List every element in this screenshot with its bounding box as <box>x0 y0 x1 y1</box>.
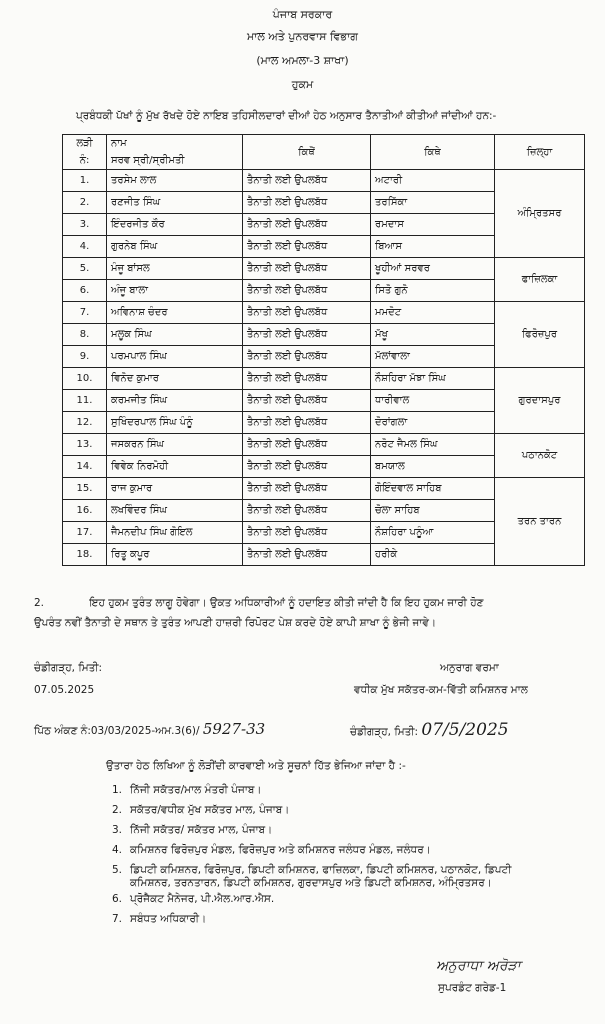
list-item-text-continued: ਕਮਿਸ਼ਨਰ, ਤਰਨਤਾਰਨ, ਡਿਪਟੀ ਕਮਿਸ਼ਨਰ, ਗੁਰਦਾਸਪੁਰ ਅਤੇ ਡਿਪਟੀ ਕਮਿਸ਼ਨਰ, ਅੰਮ੍ਰਿਤਸਰ। <box>130 877 492 889</box>
row-serial: 6. <box>63 280 107 302</box>
signatory-name: ਅਨੁਰਾਗ ਵਰਮਾ <box>440 662 499 674</box>
table-row <box>63 302 585 324</box>
row-district: ਗੁਰਦਾਸਪੁਰ <box>495 368 585 434</box>
row-to: ਹਰੀਕੇ <box>371 544 495 566</box>
row-to: ਧਾਰੀਵਾਲ <box>371 390 495 412</box>
row-from: ਤੈਨਾਤੀ ਲਈ ਉਪਲਬੱਧ <box>243 522 371 544</box>
list-item-text: ਸਬੰਧਤ ਅਧਿਕਾਰੀ। <box>130 913 207 925</box>
endorsement-ref <box>34 720 265 738</box>
row-serial: 10. <box>63 368 107 390</box>
row-to: ਰਮਦਾਸ <box>371 214 495 236</box>
superintendent-signature: ਅਨੁਰਾਧਾ ਅਰੋੜਾ <box>436 958 521 974</box>
row-to: ਖੂਹੀਆਂ ਸਰਵਰ <box>371 258 495 280</box>
row-name: ਗੁਰਨੇਬ ਸਿੰਘ <box>107 236 243 258</box>
list-item <box>112 844 511 857</box>
table-header-row <box>63 135 585 152</box>
row-serial: 2. <box>63 192 107 214</box>
row-serial: 16. <box>63 500 107 522</box>
row-name: ਪਰਮਪਾਲ ਸਿੰਘ <box>107 346 243 368</box>
para2-line2: ਉਪਰੰਤ ਨਵੀਂ ਤੈਨਾਤੀ ਦੇ ਸਥਾਨ ਤੇ ਤੁਰੰਤ ਆਪਣੀ ਹਾਜ਼ਰੀ ਰਿਪੋਰਟ ਪੇਸ਼ ਕਰਦੇ ਹੋਏ ਕਾਪੀ ਸ਼ਾਖਾ ਨੂੰ ਭੇਜੀ ਜਾਵੇ। <box>34 617 437 629</box>
row-serial: 12. <box>63 412 107 434</box>
row-from: ਤੈਨਾਤੀ ਲਈ ਉਪਲਬੱਧ <box>243 302 371 324</box>
row-from: ਤੈਨਾਤੀ ਲਈ ਉਪਲਬੱਧ <box>243 236 371 258</box>
row-serial: 17. <box>63 522 107 544</box>
list-item-number: 5. <box>112 864 123 876</box>
row-to: ਮੱਲਾਂਵਾਲਾ <box>371 346 495 368</box>
table-row <box>63 258 585 280</box>
copy-intro: ਉਤਾਰਾ ਹੇਠ ਲਿਖਿਆ ਨੂੰ ਲੋੜੀਂਦੀ ਕਾਰਵਾਈ ਅਤੇ ਸੂਚਨਾਂ ਹਿੱਤ ਭੇਜਿਆ ਜਾਂਦਾ ਹੈ :- <box>106 760 406 772</box>
row-name: ਸੁਖਿੰਦਰਪਾਲ ਸਿੰਘ ਪੰਨੂੰ <box>107 412 243 434</box>
row-to: ਸਿਤੋ ਗੁਨੋ <box>371 280 495 302</box>
row-serial: 15. <box>63 478 107 500</box>
row-district: ਅੰਮ੍ਰਿਤਸਰ <box>495 170 585 258</box>
table-row <box>63 368 585 390</box>
row-from: ਤੈਨਾਤੀ ਲਈ ਉਪਲਬੱਧ <box>243 170 371 192</box>
row-serial: 5. <box>63 258 107 280</box>
header-government: ਪੰਜਾਬ ਸਰਕਾਰ <box>272 8 333 21</box>
row-name: ਇੰਦਰਜੀਤ ਕੌਰ <box>107 214 243 236</box>
row-district: ਪਠਾਨਕੋਟ <box>495 434 585 478</box>
row-name: ਵਿਵੇਕ ਨਿਰਮੋਹੀ <box>107 456 243 478</box>
row-name: ਅੰਜੂ ਬਾਲਾ <box>107 280 243 302</box>
row-to: ਦੋਰਾਂਗਲਾ <box>371 412 495 434</box>
header-order: ਹੁਕਮ <box>291 78 314 91</box>
row-from: ਤੈਨਾਤੀ ਲਈ ਉਪਲਬੱਧ <box>243 478 371 500</box>
list-item-text: ਡਿਪਟੀ ਕਮਿਸ਼ਨਰ, ਫਿਰੋਜ਼ਪੁਰ, ਡਿਪਟੀ ਕਮਿਸ਼ਨਰ, ਫਾਜ਼ਿਲਕਾ, ਡਿਪਟੀ ਕਮਿਸ਼ਨਰ, ਪਠਾਨਕੋਟ, ਡਿਪਟੀ <box>130 864 512 876</box>
header-to: ਕਿਥੇ <box>371 135 495 170</box>
signatory-designation: ਵਧੀਕ ਮੁੱਖ ਸਕੱਤਰ-ਕਮ-ਵਿੱਤੀ ਕਮਿਸ਼ਨਰ ਮਾਲ <box>354 684 528 696</box>
header-sr-bottom: ਨੰ: <box>63 151 107 170</box>
row-serial: 3. <box>63 214 107 236</box>
row-to: ਨੌਸ਼ਹਿਰਾ ਪਨੂੰਆ <box>371 522 495 544</box>
row-name: ਲਖਵਿੰਦਰ ਸਿੰਘ <box>107 500 243 522</box>
list-item-number: 7. <box>112 913 123 925</box>
row-from: ਤੈਨਾਤੀ ਲਈ ਉਪਲਬੱਧ <box>243 280 371 302</box>
row-name: ਰਾਜ ਕੁਮਾਰ <box>107 478 243 500</box>
row-to: ਗੋਇੰਦਵਾਲ ਸਾਹਿਬ <box>371 478 495 500</box>
list-item <box>112 864 511 890</box>
list-item-number: 2. <box>112 804 123 816</box>
row-name: ਜਸਕਰਨ ਸਿੰਘ <box>107 434 243 456</box>
list-item-number: 1. <box>112 784 123 796</box>
para2 <box>34 597 484 610</box>
row-to: ਅਟਾਰੀ <box>371 170 495 192</box>
row-serial: 9. <box>63 346 107 368</box>
row-serial: 7. <box>63 302 107 324</box>
row-name: ਤਰਸੇਮ ਲਾਲ <box>107 170 243 192</box>
row-to: ਬਿਆਸ <box>371 236 495 258</box>
list-item-text: ਨਿੱਜੀ ਸਕੱਤਰ/ ਸਕੱਤਰ ਮਾਲ, ਪੰਜਾਬ। <box>130 824 273 836</box>
place-date-label: ਚੰਡੀਗੜ੍ਹ, ਮਿਤੀ: <box>34 662 103 674</box>
row-district: ਫਿਰੋਜ਼ਪੁਰ <box>495 302 585 368</box>
endorsement-date <box>350 720 509 740</box>
list-item-text: ਪ੍ਰੋਜੈਕਟ ਮੈਨੇਜਰ, ਪੀ.ਐਲ.ਆਰ.ਐਸ. <box>130 893 275 905</box>
list-item <box>112 913 511 926</box>
row-name: ਅਵਿਨਾਸ਼ ਚੰਦਰ <box>107 302 243 324</box>
list-item-number: 4. <box>112 844 123 856</box>
endorsement-date-hand: 07/5/2025 <box>421 720 509 740</box>
row-to: ਮੱਖੂ <box>371 324 495 346</box>
row-from: ਤੈਨਾਤੀ ਲਈ ਉਪਲਬੱਧ <box>243 214 371 236</box>
table-row <box>63 434 585 456</box>
row-to: ਬਮਯਾਲ <box>371 456 495 478</box>
row-from: ਤੈਨਾਤੀ ਲਈ ਉਪਲਬੱਧ <box>243 346 371 368</box>
header-district: ਜ਼ਿਲ੍ਹਾ <box>495 135 585 170</box>
row-name: ਰਿਤੂ ਕਪੂਰ <box>107 544 243 566</box>
table-row <box>63 478 585 500</box>
row-serial: 13. <box>63 434 107 456</box>
list-item <box>112 893 511 906</box>
row-from: ਤੈਨਾਤੀ ਲਈ ਉਪਲਬੱਧ <box>243 368 371 390</box>
list-item-number: 3. <box>112 824 123 836</box>
header-department: ਮਾਲ ਅਤੇ ਪੁਨਰਵਾਸ ਵਿਭਾਗ <box>247 30 358 43</box>
row-from: ਤੈਨਾਤੀ ਲਈ ਉਪਲਬੱਧ <box>243 544 371 566</box>
list-item-text: ਸਕੱਤਰ/ਵਧੀਕ ਮੁੱਖ ਸਕੱਤਰ ਮਾਲ, ਪੰਜਾਬ। <box>130 804 290 816</box>
list-item <box>112 784 511 797</box>
para2-line1: ਇਹ ਹੁਕਮ ਤੁਰੰਤ ਲਾਗੂ ਹੋਵੇਗਾ। ਉਕਤ ਅਧਿਕਾਰੀਆਂ ਨੂੰ ਹਦਾਇਤ ਕੀਤੀ ਜਾਂਦੀ ਹੈ ਕਿ ਇਹ ਹੁਕਮ ਜਾਰੀ ਹੋਣ <box>89 597 484 609</box>
header-name-bottom: ਸਰਵ ਸ੍ਰੀ/ਸ੍ਰੀਮਤੀ <box>107 151 243 170</box>
row-from: ਤੈਨਾਤੀ ਲਈ ਉਪਲਬੱਧ <box>243 412 371 434</box>
row-from: ਤੈਨਾਤੀ ਲਈ ਉਪਲਬੱਧ <box>243 500 371 522</box>
row-to: ਨਰੋਟ ਜੈਮਲ ਸਿੰਘ <box>371 434 495 456</box>
order-date: 07.05.2025 <box>34 684 95 696</box>
intro-text: ਪ੍ਰਬੰਧਕੀ ਪੱਖਾਂ ਨੂੰ ਮੁੱਖ ਰੱਖਦੇ ਹੋਏ ਨਾਇਬ ਤਹਿਸੀਲਦਾਰਾਂ ਦੀਆਂ ਹੇਠ ਅਨੁਸਾਰ ਤੈਨਾਤੀਆਂ ਕੀਤੀਆਂ ਜਾਂਦੀਆਂ ਹਨ:- <box>76 110 497 122</box>
list-item-number: 6. <box>112 893 123 905</box>
copy-list <box>112 784 511 933</box>
header-from: ਕਿਥੋਂ <box>243 135 371 170</box>
list-item <box>112 824 511 837</box>
row-serial: 18. <box>63 544 107 566</box>
para2-number: 2. <box>34 597 45 609</box>
row-name: ਕਰਮਜੀਤ ਸਿੰਘ <box>107 390 243 412</box>
row-serial: 11. <box>63 390 107 412</box>
row-district: ਫਾਜ਼ਿਲਕਾ <box>495 258 585 302</box>
list-item-text: ਨਿੱਜੀ ਸਕੱਤਰ/ਮਾਲ ਮੰਤਰੀ ਪੰਜਾਬ। <box>130 784 262 796</box>
header-sr-top: ਲੜੀ <box>63 135 107 152</box>
header-name-top: ਨਾਮ <box>107 135 243 152</box>
allocation-table <box>62 134 585 566</box>
row-serial: 14. <box>63 456 107 478</box>
list-item <box>112 804 511 817</box>
row-to: ਨੌਸ਼ਹਿਰਾ ਮੱਝਾ ਸਿੰਘ <box>371 368 495 390</box>
row-from: ਤੈਨਾਤੀ ਲਈ ਉਪਲਬੱਧ <box>243 456 371 478</box>
table-row <box>63 170 585 192</box>
superintendent-designation: ਸੁਪਰਡੰਟ ਗਰੇਡ-1 <box>438 982 507 994</box>
row-from: ਤੈਨਾਤੀ ਲਈ ਉਪਲਬੱਧ <box>243 258 371 280</box>
row-name: ਰਣਜੀਤ ਸਿੰਘ <box>107 192 243 214</box>
row-from: ਤੈਨਾਤੀ ਲਈ ਉਪਲਬੱਧ <box>243 434 371 456</box>
row-serial: 4. <box>63 236 107 258</box>
row-name: ਮੰਜੂ ਬਾਂਸਲ <box>107 258 243 280</box>
list-item-text: ਕਮਿਸ਼ਨਰ ਫਿਰੋਜ਼ਪੁਰ ਮੰਡਲ, ਫਿਰੋਜ਼ਪੁਰ ਅਤੇ ਕਮਿਸ਼ਨਰ ਜਲੰਧਰ ਮੰਡਲ, ਜਲੰਧਰ। <box>130 844 431 856</box>
row-name: ਜੈਮਨਦੀਪ ਸਿੰਘ ਗੋਇਲ <box>107 522 243 544</box>
row-from: ਤੈਨਾਤੀ ਲਈ ਉਪਲਬੱਧ <box>243 324 371 346</box>
row-from: ਤੈਨਾਤੀ ਲਈ ਉਪਲਬੱਧ <box>243 390 371 412</box>
row-to: ਤਰਸਿੱਕਾ <box>371 192 495 214</box>
row-name: ਮਲੂਕ ਸਿੰਘ <box>107 324 243 346</box>
row-serial: 8. <box>63 324 107 346</box>
endorsement-date-label: ਚੰਡੀਗੜ੍ਹ, ਮਿਤੀ: <box>350 726 419 738</box>
header-branch: (ਮਾਲ ਅਮਲਾ-3 ਸ਼ਾਖਾ) <box>256 54 349 67</box>
row-name: ਵਿਨੋਦ ਕੁਮਾਰ <box>107 368 243 390</box>
endorsement-ref-hand: 5927-33 <box>202 720 266 738</box>
row-to: ਮਮਦੋਟ <box>371 302 495 324</box>
row-from: ਤੈਨਾਤੀ ਲਈ ਉਪਲਬੱਧ <box>243 192 371 214</box>
endorsement-ref-label: ਪਿੱਠ ਅੰਕਣ ਨੰ:03/03/2025-ਅਮ.3(6)/ <box>34 725 200 737</box>
row-district: ਤਰਨ ਤਾਰਨ <box>495 478 585 566</box>
row-serial: 1. <box>63 170 107 192</box>
row-to: ਚੋਲਾ ਸਾਹਿਬ <box>371 500 495 522</box>
